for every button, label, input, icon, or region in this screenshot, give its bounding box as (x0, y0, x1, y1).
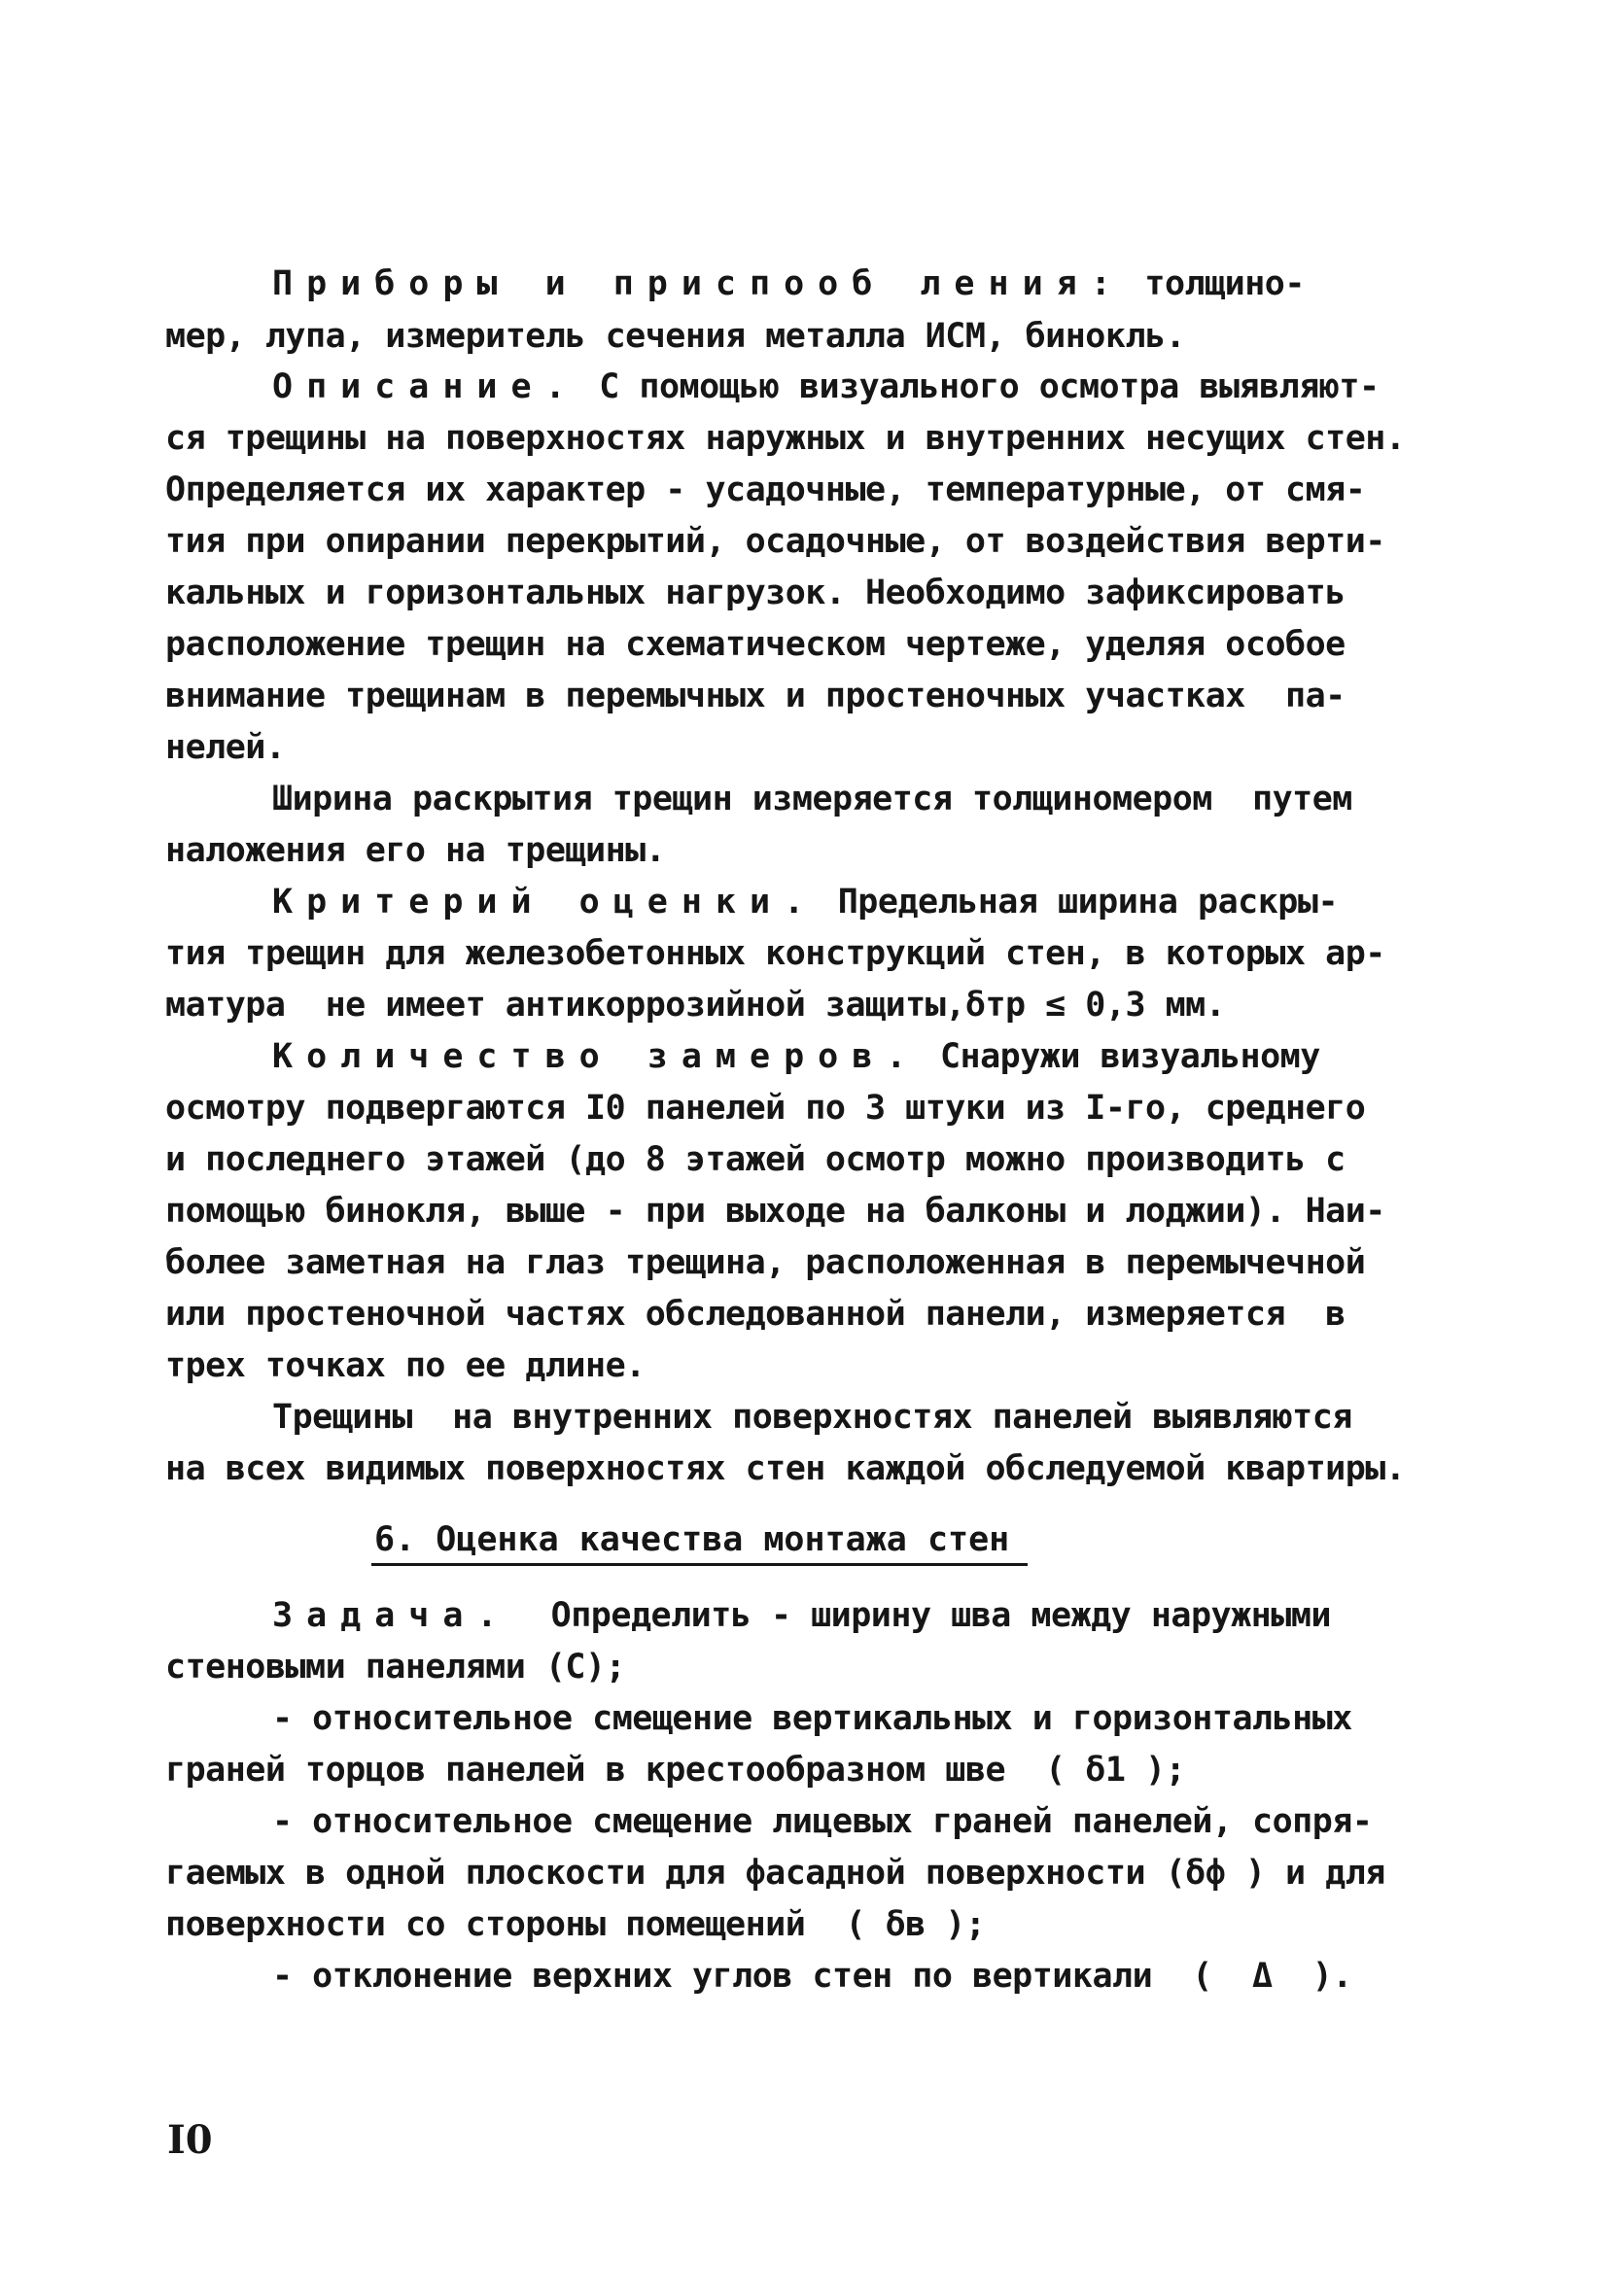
text-line (272, 367, 1468, 406)
text-line (165, 1449, 1468, 1488)
line-text: наложения его на трещины. (165, 831, 666, 870)
line-text: осмотру подвергаются I0 панелей по 3 штуки из I-го, среднего (165, 1089, 1366, 1128)
line-text: помощью бинокля, выше - при выходе на балконы и лоджии). Наи- (165, 1192, 1385, 1231)
spaced-lead: Критерий оценки. (272, 883, 819, 922)
text-line (272, 1957, 1468, 1996)
line-text: матура не имеет антикоррозийной защиты,δтр ≤ 0,3 мм. (165, 986, 1226, 1025)
line-text: поверхности со стороны помещений ( δв ); (165, 1905, 986, 1944)
text-line (165, 1243, 1468, 1282)
text-line (165, 470, 1468, 509)
line-text: - относительное смещение лицевых граней панелей, сопря- (272, 1802, 1373, 1841)
heading-underline (371, 1563, 1028, 1566)
text-line (165, 1905, 1468, 1944)
text-line (165, 1295, 1468, 1334)
line-text: Определяется их характер - усадочные, температурные, от смя- (165, 470, 1366, 509)
line-text: трех точках по ее длине. (165, 1346, 646, 1385)
text-line (272, 1596, 1468, 1635)
line-text: Определить - ширину шва между наружными (510, 1596, 1331, 1635)
text-line (165, 677, 1468, 715)
text-line (272, 1037, 1468, 1076)
text-line (165, 728, 1468, 767)
text-line (272, 1398, 1468, 1437)
line-text: ся трещины на поверхностях наружных и внутренних несущих стен. (165, 419, 1406, 458)
text-line (272, 883, 1468, 922)
spaced-lead: Количество замеров. (272, 1037, 921, 1076)
line-text: С помощью визуального осмотра выявляют- (578, 367, 1380, 406)
line-text: тия трещин для железобетонных конструкций стен, в которых ар- (165, 934, 1385, 973)
spaced-lead: Задача. (272, 1596, 511, 1635)
line-text: - относительное смещение вертикальных и горизонтальных (272, 1699, 1352, 1738)
line-text: Ширина раскрытия трещин измеряется толщиномером путем (272, 780, 1352, 818)
line-text: внимание трещинам в перемычных и простеночных участках па- (165, 677, 1346, 715)
line-text: нелей. (165, 728, 286, 767)
line-text: более заметная на глаз трещина, расположенная в перемычечной (165, 1243, 1366, 1282)
text-line (165, 1346, 1468, 1385)
line-text: граней торцов панелей в крестообразном шве ( δ1 ); (165, 1751, 1186, 1790)
line-text: кальных и горизонтальных нагрузок. Необходимо зафиксировать (165, 574, 1346, 612)
spaced-lead: Приборы и приспооб ления: (272, 264, 1125, 303)
line-text: или простеночной частях обследованной панели, измеряется в (165, 1295, 1346, 1334)
page-number: I0 (167, 2117, 213, 2163)
text-line (165, 419, 1468, 458)
text-line (272, 780, 1468, 818)
text-line (165, 317, 1468, 356)
line-text: гаемых в одной плоскости для фасадной поверхности (δф ) и для (165, 1854, 1385, 1893)
text-line (165, 1751, 1468, 1790)
text-line (165, 1854, 1468, 1893)
line-text: мер, лупа, измеритель сечения металла ИСМ, бинокль. (165, 317, 1186, 356)
line-text: Снаружи визуальному (920, 1037, 1320, 1076)
text-line (165, 831, 1468, 870)
text-line (165, 986, 1468, 1025)
line-text: Трещины на внутренних поверхностях панелей выявляются (272, 1398, 1352, 1437)
text-line (165, 934, 1468, 973)
line-text: стеновыми панелями (С); (165, 1648, 626, 1687)
text-line (272, 1802, 1468, 1841)
text-line (165, 1089, 1468, 1128)
text-line (272, 1699, 1468, 1738)
line-text: расположение трещин на схематическом чертеже, уделяя особое (165, 625, 1346, 664)
section-heading: 6. Оценка качества монтажа стен (374, 1520, 1010, 1559)
line-text: - отклонение верхних углов стен по вертикали ( Δ ). (272, 1957, 1352, 1996)
text-line (165, 522, 1468, 561)
text-line (165, 1648, 1468, 1687)
text-line (165, 1192, 1468, 1231)
line-text: толщино- (1124, 264, 1305, 303)
line-text: и последнего этажей (до 8 этажей осмотр можно производить с (165, 1140, 1346, 1179)
text-line (165, 625, 1468, 664)
line-text: на всех видимых поверхностях стен каждой обследуемой квартиры. (165, 1449, 1406, 1488)
text-line (272, 264, 1468, 303)
text-line (165, 574, 1468, 612)
text-line (165, 1140, 1468, 1179)
line-text: Предельная ширина раскры- (818, 883, 1339, 922)
spaced-lead: Описание. (272, 367, 579, 406)
line-text: тия при опирании перекрытий, осадочные, от воздействия верти- (165, 522, 1385, 561)
